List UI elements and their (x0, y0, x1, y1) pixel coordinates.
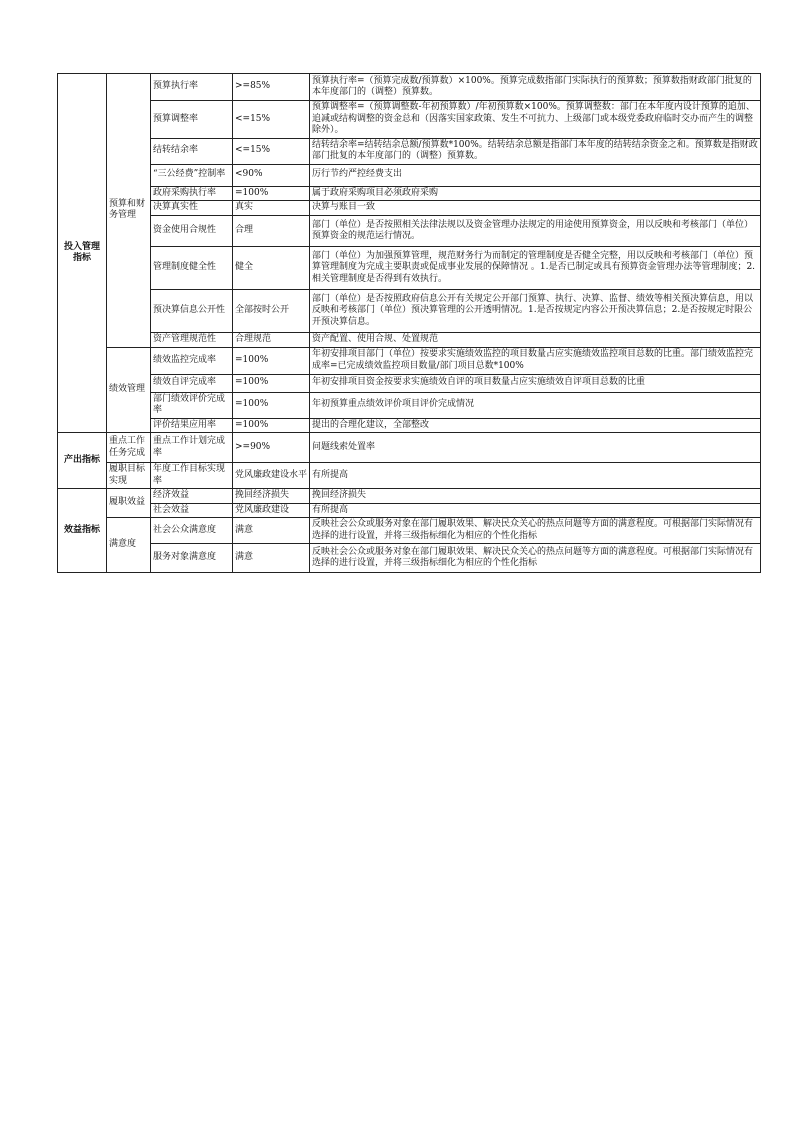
indicator-description: 属于政府采购项目必须政府采购 (310, 186, 761, 201)
table-row (58, 101, 761, 139)
table-row (58, 463, 761, 489)
indicator-target-value: 满意 (233, 544, 310, 573)
indicator-description: 年初安排项目资金按要求实施绩效自评的项目数量占应实施绩效自评项目总数的比重 (310, 374, 761, 392)
level3-indicator-name: 社会效益 (151, 503, 233, 518)
table-row (58, 418, 761, 433)
indicator-description: 挽回经济损失 (310, 489, 761, 504)
indicator-target-value: =100% (233, 418, 310, 433)
table-row (58, 247, 761, 290)
indicator-description: 厉行节约严控经费支出 (310, 164, 761, 186)
table-row (58, 503, 761, 518)
indicator-description: 结转结余率=结转结余总额/预算数*100%。结转结余总额是指部门本年度的结转结余资金之和。预算数是指财政部门批复的本年度部门的（调整）预算数。 (310, 138, 761, 164)
indicator-description: 年初预算重点绩效评价项目评价完成情况 (310, 392, 761, 418)
table-row (58, 290, 761, 333)
level1-indicator: 效益指标 (58, 489, 107, 573)
indicator-target-value: 党风廉政建设水平 (233, 463, 310, 489)
table-row (58, 518, 761, 544)
table-row (58, 186, 761, 201)
level2-indicator: 履职效益 (107, 489, 151, 518)
level2-indicator: 满意度 (107, 518, 151, 573)
level3-indicator-name: 政府采购执行率 (151, 186, 233, 201)
indicator-target-value: 合理规范 (233, 333, 310, 348)
level3-indicator-name: 决算真实性 (151, 201, 233, 216)
table-row (58, 74, 761, 101)
level3-indicator-name: 资产管理规范性 (151, 333, 233, 348)
indicator-description: 有所提高 (310, 463, 761, 489)
performance-indicator-table (57, 73, 761, 573)
level1-indicator: 产出指标 (58, 433, 107, 489)
indicator-target-value: <90% (233, 164, 310, 186)
indicator-target-value: =100% (233, 374, 310, 392)
level3-indicator-name: 绩效自评完成率 (151, 374, 233, 392)
level3-indicator-name: 部门绩效评价完成率 (151, 392, 233, 418)
table-row (58, 201, 761, 216)
indicator-description: 提出的合理化建议，全部整改 (310, 418, 761, 433)
indicator-description: 有所提高 (310, 503, 761, 518)
level3-indicator-name: 社会公众满意度 (151, 518, 233, 544)
table-row (58, 489, 761, 504)
level3-indicator-name: 年度工作目标实现率 (151, 463, 233, 489)
level3-indicator-name: 重点工作计划完成率 (151, 433, 233, 463)
indicator-target-value: 真实 (233, 201, 310, 216)
indicator-description: 预算执行率=（预算完成数/预算数）×100%。预算完成数指部门实际执行的预算数；预算数指财政部门批复的本年度部门的（调整）预算数。 (310, 74, 761, 101)
level3-indicator-name: 结转结余率 (151, 138, 233, 164)
indicator-target-value: 健全 (233, 247, 310, 290)
level3-indicator-name: 服务对象满意度 (151, 544, 233, 573)
indicator-description: 部门（单位）是否按照相关法律法规以及资金管理办法规定的用途使用预算资金，用以反映和考核部门（单位）预算资金的规范运行情况。 (310, 216, 761, 247)
indicator-target-value: 满意 (233, 518, 310, 544)
indicator-description: 决算与账目一致 (310, 201, 761, 216)
level3-indicator-name: 资金使用合规性 (151, 216, 233, 247)
level2-indicator: 履职目标实现 (107, 463, 151, 489)
level2-indicator: 重点工作任务完成 (107, 433, 151, 463)
indicator-target-value: >=90% (233, 433, 310, 463)
indicator-description: 预算调整率=（预算调整数-年初预算数）/年初预算数×100%。预算调整数：部门在本年度内设计预算的追加、追减或结构调整的资金总和（因落实国家政策、发生不可抗力、上级部门或本级党委政府临时交办而产生的调整除外）。 (310, 101, 761, 139)
table-row (58, 216, 761, 247)
indicator-target-value: 挽回经济损失 (233, 489, 310, 504)
indicator-target-value: =100% (233, 392, 310, 418)
indicator-description: 资产配置、使用合规、处置规范 (310, 333, 761, 348)
indicator-target-value: 合理 (233, 216, 310, 247)
level2-indicator: 预算和财务管理 (107, 74, 151, 348)
level3-indicator-name: 绩效监控完成率 (151, 347, 233, 374)
indicator-target-value: =100% (233, 347, 310, 374)
level3-indicator-name: 预算执行率 (151, 74, 233, 101)
table-row (58, 374, 761, 392)
indicator-target-value: >=85% (233, 74, 310, 101)
indicator-description: 年初安排项目部门（单位）按要求实施绩效监控的项目数量占应实施绩效监控项目总数的比重。部门绩效监控完成率=已完成绩效监控项目数量/部门项目总数*100% (310, 347, 761, 374)
table-row (58, 333, 761, 348)
indicator-target-value: 党风廉政建设 (233, 503, 310, 518)
level3-indicator-name: 预算调整率 (151, 101, 233, 139)
table-row (58, 392, 761, 418)
level3-indicator-name: 管理制度健全性 (151, 247, 233, 290)
level3-indicator-name: 预决算信息公开性 (151, 290, 233, 333)
level3-indicator-name: 评价结果应用率 (151, 418, 233, 433)
indicator-description: 部门（单位）为加强预算管理，规范财务行为而制定的管理制度是否健全完整，用以反映和考核部门（单位）预算管理制度为完成主要职责或促成事业发展的保障情况 。1.是否已制定或具有预算资金管理办法等管理制度；2.相关管理制度是否得到有效执行。 (310, 247, 761, 290)
table-row (58, 433, 761, 463)
level1-indicator: 投入管理指标 (58, 74, 107, 433)
level3-indicator-name: 经济效益 (151, 489, 233, 504)
table-row (58, 544, 761, 573)
indicator-description: 部门（单位）是否按照政府信息公开有关规定公开部门预算、执行、决算、监督、绩效等相关预决算信息，用以反映和考核部门（单位）预决算管理的公开透明情况。1.是否按规定内容公开预决算信息；2.是否按规定时限公开预决算信息。 (310, 290, 761, 333)
level3-indicator-name: “三公经费”控制率 (151, 164, 233, 186)
indicator-target-value: =100% (233, 186, 310, 201)
indicator-description: 反映社会公众或服务对象在部门履职效果、解决民众关心的热点问题等方面的满意程度。可根据部门实际情况有选择的进行设置，并将三级指标细化为相应的个性化指标 (310, 518, 761, 544)
indicator-description: 问题线索处置率 (310, 433, 761, 463)
table-row (58, 347, 761, 374)
indicator-target-value: <=15% (233, 101, 310, 139)
indicator-description: 反映社会公众或服务对象在部门履职效果、解决民众关心的热点问题等方面的满意程度。可根据部门实际情况有选择的进行设置，并将三级指标细化为相应的个性化指标 (310, 544, 761, 573)
table-row (58, 138, 761, 164)
level2-indicator: 绩效管理 (107, 347, 151, 433)
indicator-target-value: 全部按时公开 (233, 290, 310, 333)
table-row (58, 164, 761, 186)
indicator-target-value: <=15% (233, 138, 310, 164)
